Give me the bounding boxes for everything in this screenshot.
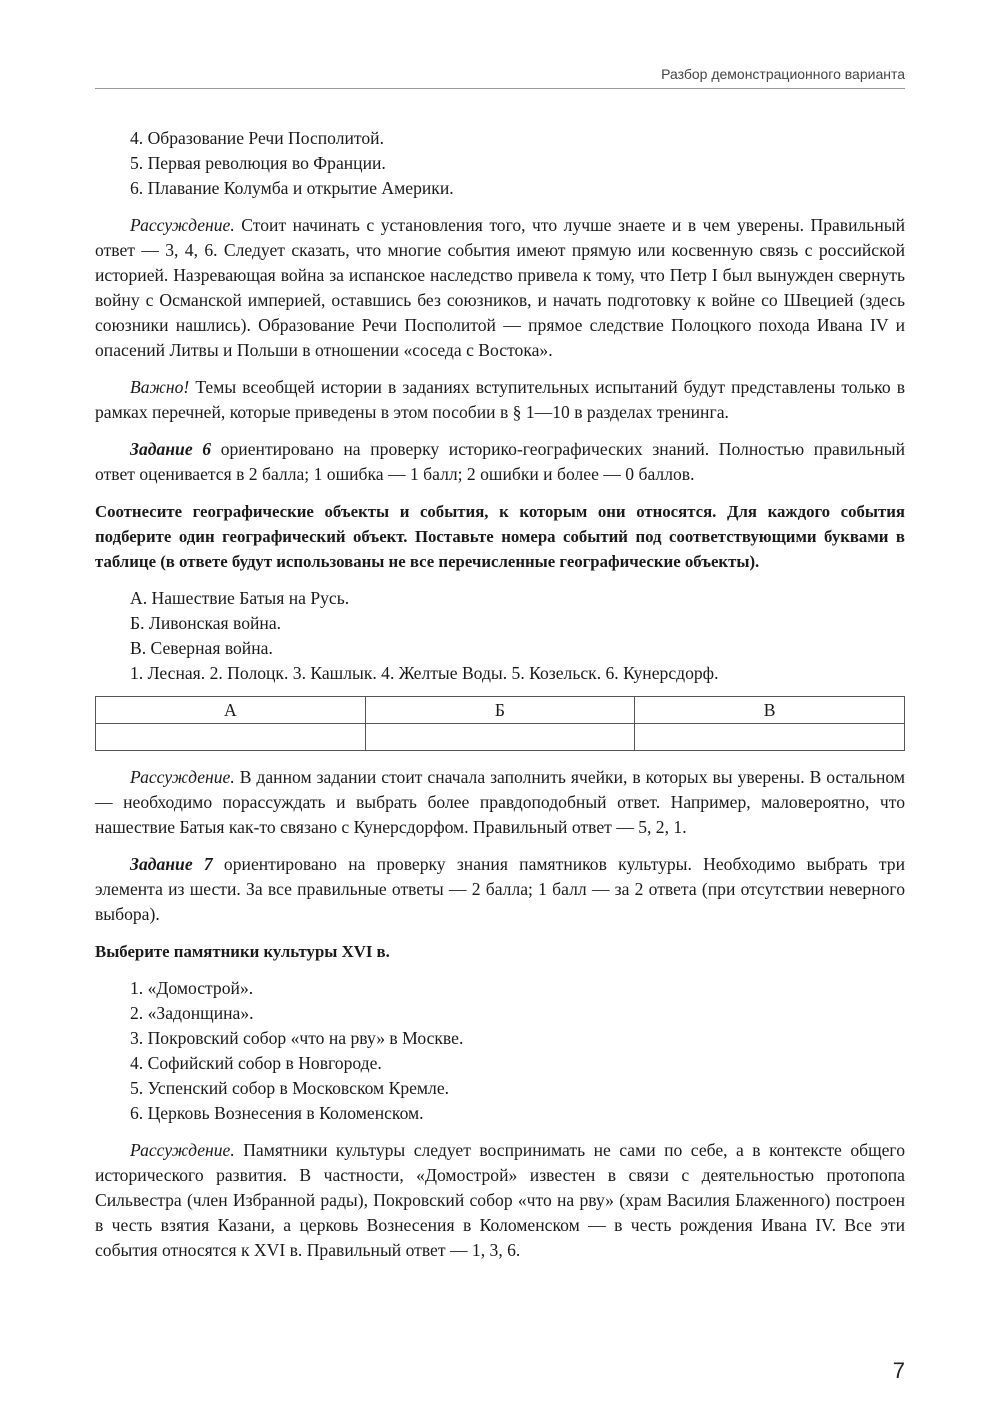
important-text: Темы всеобщей истории в заданиях вступительных испытаний будут представлены только в рамках перечней, которые приведены в этом пособии в § 1—10 в разделах тренинга.: [95, 377, 905, 422]
table-header-cell: В: [635, 697, 905, 724]
answer-cell[interactable]: [96, 724, 366, 751]
task7-label: Задание 7: [130, 854, 213, 874]
important-label: Важно!: [130, 377, 190, 397]
list-item: 3. Покровский собор «что на рву» в Москве.: [130, 1028, 464, 1048]
reasoning-text: В данном задании стоит сначала заполнить ячейки, в которых вы уверены. В остальном — необходимо порассуждать и выбрать более правдоподобный ответ. Например, маловероятно, что нашествие Батыя как-то связано с Кунерсдорфом. Правильный ответ — 5, 2, 1.: [95, 767, 905, 837]
answer-cell[interactable]: [635, 724, 905, 751]
task7-prompt: Выберите памятники культуры XVI в.: [95, 942, 390, 961]
table-header-cell: Б: [365, 697, 635, 724]
reasoning-label: Рассуждение.: [130, 1140, 235, 1160]
reasoning-text: Памятники культуры следует воспринимать не сами по себе, а в контексте общего исторического развития. В частности, «Домострой» известен в связи с деятельностью протопопа Сильвестра (член Избранной рады), Покровский собор «что на рву» (храм Василия Блаженного) построен в честь взятия Казани, а церковь Вознесения в Коломенском — в честь рождения Ивана IV. Все эти события относятся к XVI в. Правильный ответ — 1, 3, 6.: [95, 1140, 905, 1260]
reasoning-label: Рассуждение.: [130, 215, 235, 235]
list-item: 1. «Домострой».: [130, 978, 254, 998]
page-number: 7: [892, 1358, 905, 1383]
answer-table: [95, 696, 905, 751]
answer-cell[interactable]: [365, 724, 635, 751]
task5-list: [95, 126, 905, 201]
reasoning-task6: [95, 765, 905, 840]
task6-prompt: Соотнесите географические объекты и события, к которым они относятся. Для каждого события подберите один географический объект. Поставьте номера событий под соответствующими буквами в таблице (в ответе будут использованы не все перечисленные географические объекты).: [95, 502, 905, 571]
header-divider: [95, 88, 905, 89]
reasoning-label: Рассуждение.: [130, 767, 235, 787]
event-item: Б. Ливонская война.: [130, 613, 282, 633]
task7-intro-text: ориентировано на проверку знания памятников культуры. Необходимо выбрать три элемента из шести. За все правильные ответы — 2 балла; 1 балл — за 2 ответа (при отсутствии неверного выбора).: [95, 854, 905, 924]
table-answer-row: [96, 724, 905, 751]
event-item: А. Нашествие Батыя на Русь.: [130, 588, 350, 608]
list-item: 5. Первая революция во Франции.: [130, 153, 386, 173]
task6-intro: [95, 437, 905, 487]
reasoning-task7: [95, 1138, 905, 1263]
geo-objects-list: 1. Лесная. 2. Полоцк. 3. Кашлык. 4. Желтые Воды. 5. Козельск. 6. Кунерсдорф.: [130, 663, 719, 683]
list-item: 6. Плавание Колумба и открытие Америки.: [130, 178, 454, 198]
list-item: 5. Успенский собор в Московском Кремле.: [130, 1078, 450, 1098]
task6-events: [95, 586, 905, 686]
list-item: 6. Церковь Вознесения в Коломенском.: [130, 1103, 424, 1123]
list-item: 2. «Задонщина».: [130, 1003, 254, 1023]
task7-list: [95, 976, 905, 1126]
task6-intro-text: ориентировано на проверку историко-географических знаний. Полностью правильный ответ оценивается в 2 балла; 1 ошибка — 1 балл; 2 ошибки и более — 0 баллов.: [95, 439, 905, 484]
task6-label: Задание 6: [130, 439, 212, 459]
page-content: [95, 126, 905, 1263]
reasoning-text: Стоит начинать с установления того, что лучше знаете и в чем уверены. Правильный ответ — 3, 4, 6. Следует сказать, что многие события имеют прямую или косвенную связь с российской историей. Назревающая война за испанское наследство привела к тому, что Петр I был вынужден свернуть войну с Османской империей, оставшись без союзников, и начать подготовку к войне со Швецией (здесь союзники нашлись). Образование Речи Посполитой — прямое следствие Полоцкого похода Ивана IV и опасений Литвы и Польши в отношении «соседа с Востока».: [95, 215, 905, 360]
list-item: 4. Софийский собор в Новгороде.: [130, 1053, 382, 1073]
event-item: В. Северная война.: [130, 638, 273, 658]
table-header-row: [96, 697, 905, 724]
table-header-cell: А: [96, 697, 366, 724]
running-header: Разбор демонстрационного варианта: [661, 66, 905, 82]
list-item: 4. Образование Речи Посполитой.: [130, 128, 385, 148]
task7-intro: [95, 852, 905, 927]
reasoning-task5: [95, 213, 905, 363]
important-note: [95, 375, 905, 425]
